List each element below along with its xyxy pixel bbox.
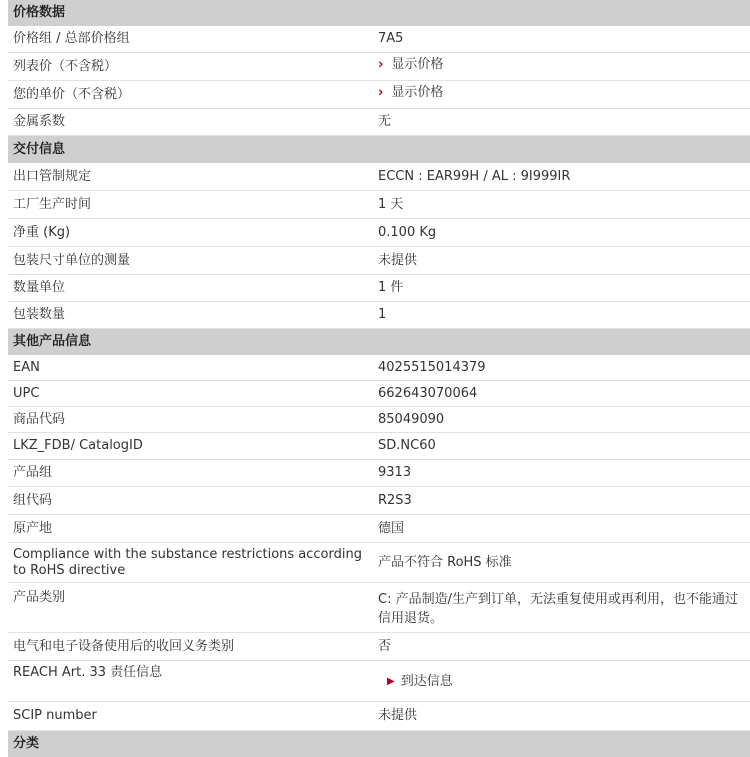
table-row (8, 81, 750, 109)
table-row (8, 275, 750, 302)
table-row (8, 633, 750, 661)
row-value: 德国 (378, 520, 405, 536)
triangle-right-icon: ▶ (387, 676, 395, 687)
row-label: SCIP number (13, 708, 97, 723)
table-row (8, 433, 750, 460)
row-label: 原产地 (13, 520, 53, 536)
row-label: 商品代码 (13, 411, 66, 427)
row-label: UPC (13, 385, 40, 401)
row-label: EAN (13, 359, 40, 375)
table-row (8, 702, 750, 731)
show-list-price-link[interactable] (373, 56, 745, 74)
chevron-right-icon: › (378, 83, 384, 101)
table-row (8, 247, 750, 275)
row-value: 1 天 (378, 196, 404, 212)
row-label: REACH Art. 33 责任信息 (13, 665, 163, 680)
row-label: 您的单价（不含税） (13, 86, 131, 102)
product-data-sheet (8, 0, 750, 757)
row-value: C: 产品制造/生产到订单，无法重复使用或再利用，也不能通过信用退货。 (378, 592, 738, 626)
row-label: 价格组 / 总部价格组 (13, 31, 130, 46)
row-label: LKZ_FDB/ CatalogID (13, 438, 143, 453)
row-label: 电气和电子设备使用后的收回义务类别 (13, 638, 235, 654)
chevron-right-icon: › (378, 55, 384, 73)
row-value: R2S3 (378, 492, 412, 508)
row-value: 0.100 Kg (378, 224, 437, 240)
row-value: 产品不符合 RoHS 标准 (378, 554, 512, 570)
table-row (8, 191, 750, 219)
row-value: 未提供 (378, 708, 418, 723)
link-label[interactable]: 到达信息 (400, 674, 453, 689)
row-value: 85049090 (378, 411, 445, 427)
row-value: 4025515014379 (378, 359, 486, 375)
link-label[interactable]: 显示价格 (391, 56, 444, 72)
row-label: 包装数量 (13, 307, 66, 322)
row-label: 产品类别 (13, 590, 66, 605)
table-row (8, 583, 750, 633)
table-row (8, 302, 750, 329)
table-row (8, 109, 750, 136)
row-label: 产品组 (13, 465, 53, 480)
section-header-price: 价格数据 (8, 0, 750, 26)
row-value: 无 (378, 114, 392, 129)
row-label: 数量单位 (13, 280, 66, 295)
row-label: 包装尺寸单位的测量 (13, 252, 131, 268)
row-label: 工厂生产时间 (13, 196, 92, 212)
table-row (8, 515, 750, 543)
row-label: 出口管制规定 (13, 168, 92, 184)
row-value: SD.NC60 (378, 438, 436, 453)
section-header-other: 其他产品信息 (8, 329, 750, 355)
table-row (8, 381, 750, 407)
table-row (8, 661, 750, 702)
table-row (8, 163, 750, 191)
table-row (8, 460, 750, 487)
show-unit-price-link[interactable] (373, 84, 745, 102)
row-value: 662643070064 (378, 385, 478, 401)
table-row (8, 355, 750, 381)
row-label: 列表价（不含税） (13, 58, 118, 74)
row-value: ECCN : EAR99H / AL : 9I999IR (378, 168, 571, 184)
table-row (8, 543, 750, 583)
row-value: 9313 (378, 465, 412, 480)
reach-info-link[interactable] (373, 665, 745, 691)
row-value: 7A5 (378, 31, 404, 46)
link-label[interactable]: 显示价格 (391, 84, 444, 100)
section-header-delivery: 交付信息 (8, 136, 750, 163)
table-row (8, 53, 750, 81)
table-row (8, 219, 750, 247)
row-label: 净重 (Kg) (13, 224, 71, 240)
row-label: 组代码 (13, 492, 53, 508)
table-row (8, 487, 750, 515)
section-header-category: 分类 (8, 731, 750, 757)
row-value: 1 (378, 307, 387, 322)
table-row (8, 407, 750, 433)
row-value: 未提供 (378, 252, 418, 268)
row-label: Compliance with the substance restrictions according to RoHS directive (13, 546, 362, 578)
row-value: 1 件 (378, 280, 404, 295)
row-value: 否 (378, 638, 392, 654)
table-row (8, 26, 750, 53)
row-label: 金属系数 (13, 114, 66, 129)
